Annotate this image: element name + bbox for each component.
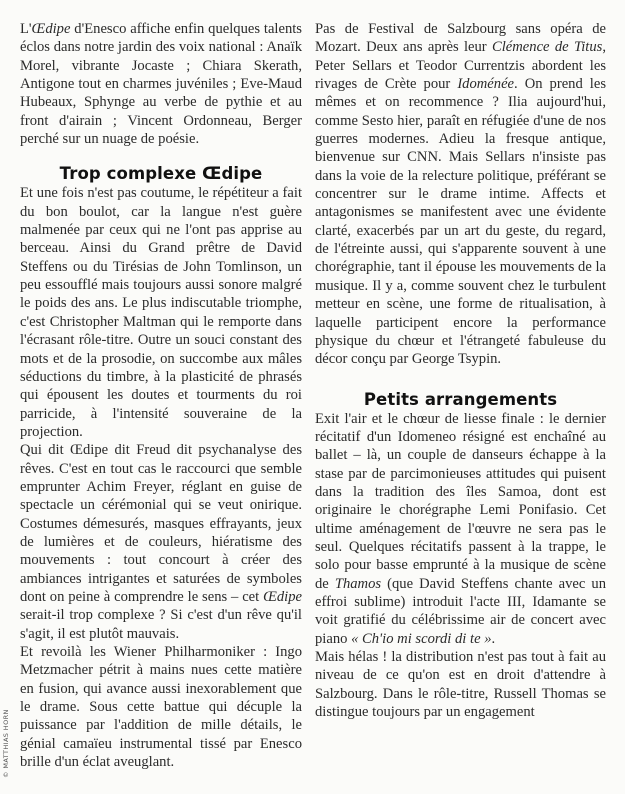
section-heading-trop-complexe: Trop complexe Œdipe bbox=[59, 164, 263, 184]
paragraph-freud: Qui dit Œdipe dit Freud dit psychanalyse des rêves. C'est en tout cas le raccourci que semble emprunter Achim Freyer, réglant en guise de spectacle un cérémonial qui se veut onirique. Costumes démesurés, masques effrayants, jeux de lumières et de couleurs, hiératisme des mouvements : tout concourt à créer des ambiances intrigantes et saturées de symboles dont on peine à comprendre le sens – cet Œdipe serait-il trop complexe ? Si c'est d'un rêve qu'il s'agit, il est plutôt mauvais. bbox=[20, 442, 302, 642]
work-title: Thamos bbox=[334, 575, 382, 592]
work-title: Clémence de Titus bbox=[491, 39, 603, 56]
right-column bbox=[315, 20, 606, 721]
left-column bbox=[20, 20, 302, 771]
paragraph-repetiteur: Et une fois n'est pas coutume, le répétiteur a fait du bon boulot, car la langue n'est guère malmenée par ceux qui ne l'ont pas apprise au berceau. Ainsi du Grand prêtre de David Steffens ou du Tirésias de John Tomlinson, un peu essoufflé mais toujours aussi sonore malgré le poids des ans. Le plus indiscutable triomphe, c'est Christopher Maltman qui le remporte dans l'écrasant rôle-titre. Outre un souci constant des mots et de la prosodie, on succombe aux mâles séductions du timbre, à la plasticité de phrasés qui épousent les doutes et tourments du roi parricide, à l'intensité souveraine de la projection. bbox=[20, 185, 302, 440]
work-title: Œdipe bbox=[263, 588, 302, 605]
paragraph-arrangements: Exit l'air et le chœur de liesse finale : le dernier récitatif d'un Idomeneo résigné est enchaîné au ballet – là, un couple de danseurs échappe à la stase par de parcimonieuses attitudes qui puisent dans la tradition des îles Samoa, dont est originaire le chorégraphe Lemi Ponifasio. Cet ultime aménagement de l'œuvre ne sera pas le seul. Quelques récitatifs passent à la trappe, le solo pour basse emprunté à la musique de scène de Thamos (que David Steffens chante avec un effroi sublime) introduit l'acte III, Idamante se voit gratifié du célébrissime air de concert avec piano « Ch'io mi scordi di te ». bbox=[315, 410, 606, 647]
paragraph-orchestra: Et revoilà les Wiener Philharmoniker : Ingo Metzmacher pétrit à mains nues cette matière en fusion, qui avance aussi inexorablement que le drame. Sous cette battue qui décuple la puissance par l'addition de mille détails, le génial camaïeu instrumental tissé par Enesco brille d'un éclat aveuglant. bbox=[20, 644, 302, 771]
section-heading-petits-arrangements: Petits arrangements bbox=[363, 389, 558, 409]
work-title: Idoménée bbox=[457, 76, 515, 93]
work-title: Œdipe bbox=[31, 21, 71, 37]
paragraph-distribution: Mais hélas ! la distribution n'est pas tout à fait au niveau de ce qu'on est en droit d'attendre à Salzbourg. Dans le rôle-titre, Russell Thomas se distingue toujours par un engagement bbox=[315, 649, 606, 721]
paragraph-cast: L'Œdipe d'Enesco affiche enfin quelques talents éclos dans notre jardin des voix national : Anaïk Morel, vibrante Jocaste ; Chiara Skerath, Antigone tout en charmes juvéniles ; Eve-Maud Hubeaux, Sphynge au verbe de pythie et au front d'airain ; Vincent Ordonneau, Berger perché sur un nuage de poésie. bbox=[20, 21, 302, 148]
aria-title: « Ch'io mi scordi di te » bbox=[351, 630, 492, 647]
photo-credit: © MATTHIAS HORN bbox=[2, 709, 10, 778]
paragraph-mozart: Pas de Festival de Salzbourg sans opéra de Mozart. Deux ans après leur Clémence de Titus, Peter Sellars et Teodor Currentzis abordent les rivages de Crète pour Idoménée. On prend les mêmes et on recommence ? Ilia aujourd'hui, comme Sesto hier, paraît en réfugiée d'une de nos guerres modernes. Adieu la fresque antique, bienvenue sur CNN. Mais Sellars n'insiste pas dans la voie de la relecture politique, préférant se concentrer sur le drame intime. Affects et antagonismes se manifestent avec une évidente clarté, exacerbés par un art du geste, du regard, de l'étreinte aussi, qui s'apparente souvent à une chorégraphie, tant il épouse les mouvements de la musique. Il y a, comme souvent chez le turbulent metteur en scène, une forme de ritualisation, à laquelle participent encore la performance physique du chœur et l'étrangeté fabuleuse du décor conçu par George Tsypin. bbox=[315, 21, 606, 368]
